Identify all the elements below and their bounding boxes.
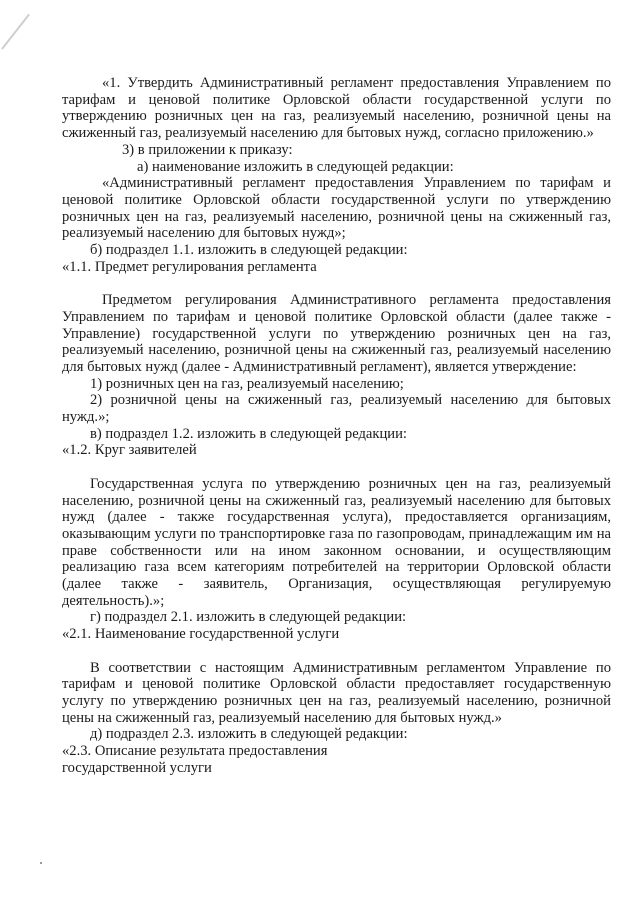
heading-2-1: «2.1. Наименование государственной услуги <box>62 626 340 643</box>
paragraph-item-2: 2) розничной цены на сжиженный газ, реализуемый населению для бытовых нужд.»; <box>62 392 611 426</box>
scan-artifact-dot <box>40 862 42 864</box>
paragraph-approve-regulation: «1. Утвердить Административный регламент предоставления Управлением по тарифам и ценовой политике Орловской области государственной услуги по утверждению розничных цен на газ, реализуемый населению, розничной цены на сжиженный газ, реализуемый населению для бытовых нужд, согласно приложению.» <box>62 75 611 142</box>
paragraph-item-a: а) наименование изложить в следующей редакции: <box>137 158 454 175</box>
heading-2-3-line1: «2.3. Описание результата предоставления <box>62 743 328 760</box>
paragraph-item-b: б) подраздел 1.1. изложить в следующей редакции: <box>90 242 408 259</box>
paragraph-item-1: 1) розничных цен на газ, реализуемый населению; <box>90 375 404 392</box>
heading-1-2: «1.2. Круг заявителей <box>62 442 197 459</box>
heading-1-1: «1.1. Предмет регулирования регламента <box>62 258 317 275</box>
paragraph-item-3: 3) в приложении к приказу: <box>122 141 293 158</box>
paragraph-item-d: д) подраздел 2.3. изложить в следующей редакции: <box>90 726 408 743</box>
paragraph-regulation-title: «Административный регламент предоставления Управлением по тарифам и ценовой политике Орловской области государственной услуги по утверждению розничных цен на газ, реализуемый населению, розничной цены на сжиженный газ, реализуемый населению для бытовых нужд»; <box>62 175 611 242</box>
heading-2-3-line2: государственной услуги <box>62 759 212 776</box>
paragraph-item-g: г) подраздел 2.1. изложить в следующей редакции: <box>90 609 407 626</box>
document-body <box>62 75 611 776</box>
paragraph-item-v: в) подраздел 1.2. изложить в следующей редакции: <box>90 425 407 442</box>
paragraph-subject-regulation: Предметом регулирования Административного регламента предоставления Управлением по тарифам и ценовой политике Орловской области (далее также - Управление) государственной услуги по утверждению розничных цен на газ, реализуемый населению, розничной цены на сжиженный газ, реализуемый населению для бытовых нужд (далее - Административный регламент), является утверждение: <box>62 292 611 375</box>
paragraph-service-name: В соответствии с настоящим Административным регламентом Управление по тарифам и ценовой политике Орловской области предоставляет государственную услугу по утверждению розничных цен на газ, реализуемый населению, розничной цены на сжиженный газ, реализуемый населению для бытовых нужд.» <box>62 659 611 726</box>
paragraph-applicants: Государственная услуга по утверждению розничных цен на газ, реализуемый населению, розничной цены на сжиженный газ, реализуемый населению для бытовых нужд (далее - также государственная услуга), предоставляется организациям, оказывающим услуги по транспортировке газа по газопроводам, принадлежащим им на праве собственности или на ином законном основании, и осуществляющим реализацию газа всем категориям потребителей на территории Орловской области (далее также - заявитель, Организация, осуществляющая регулируемую деятельность).»; <box>62 475 611 609</box>
scan-artifact <box>1 14 30 50</box>
